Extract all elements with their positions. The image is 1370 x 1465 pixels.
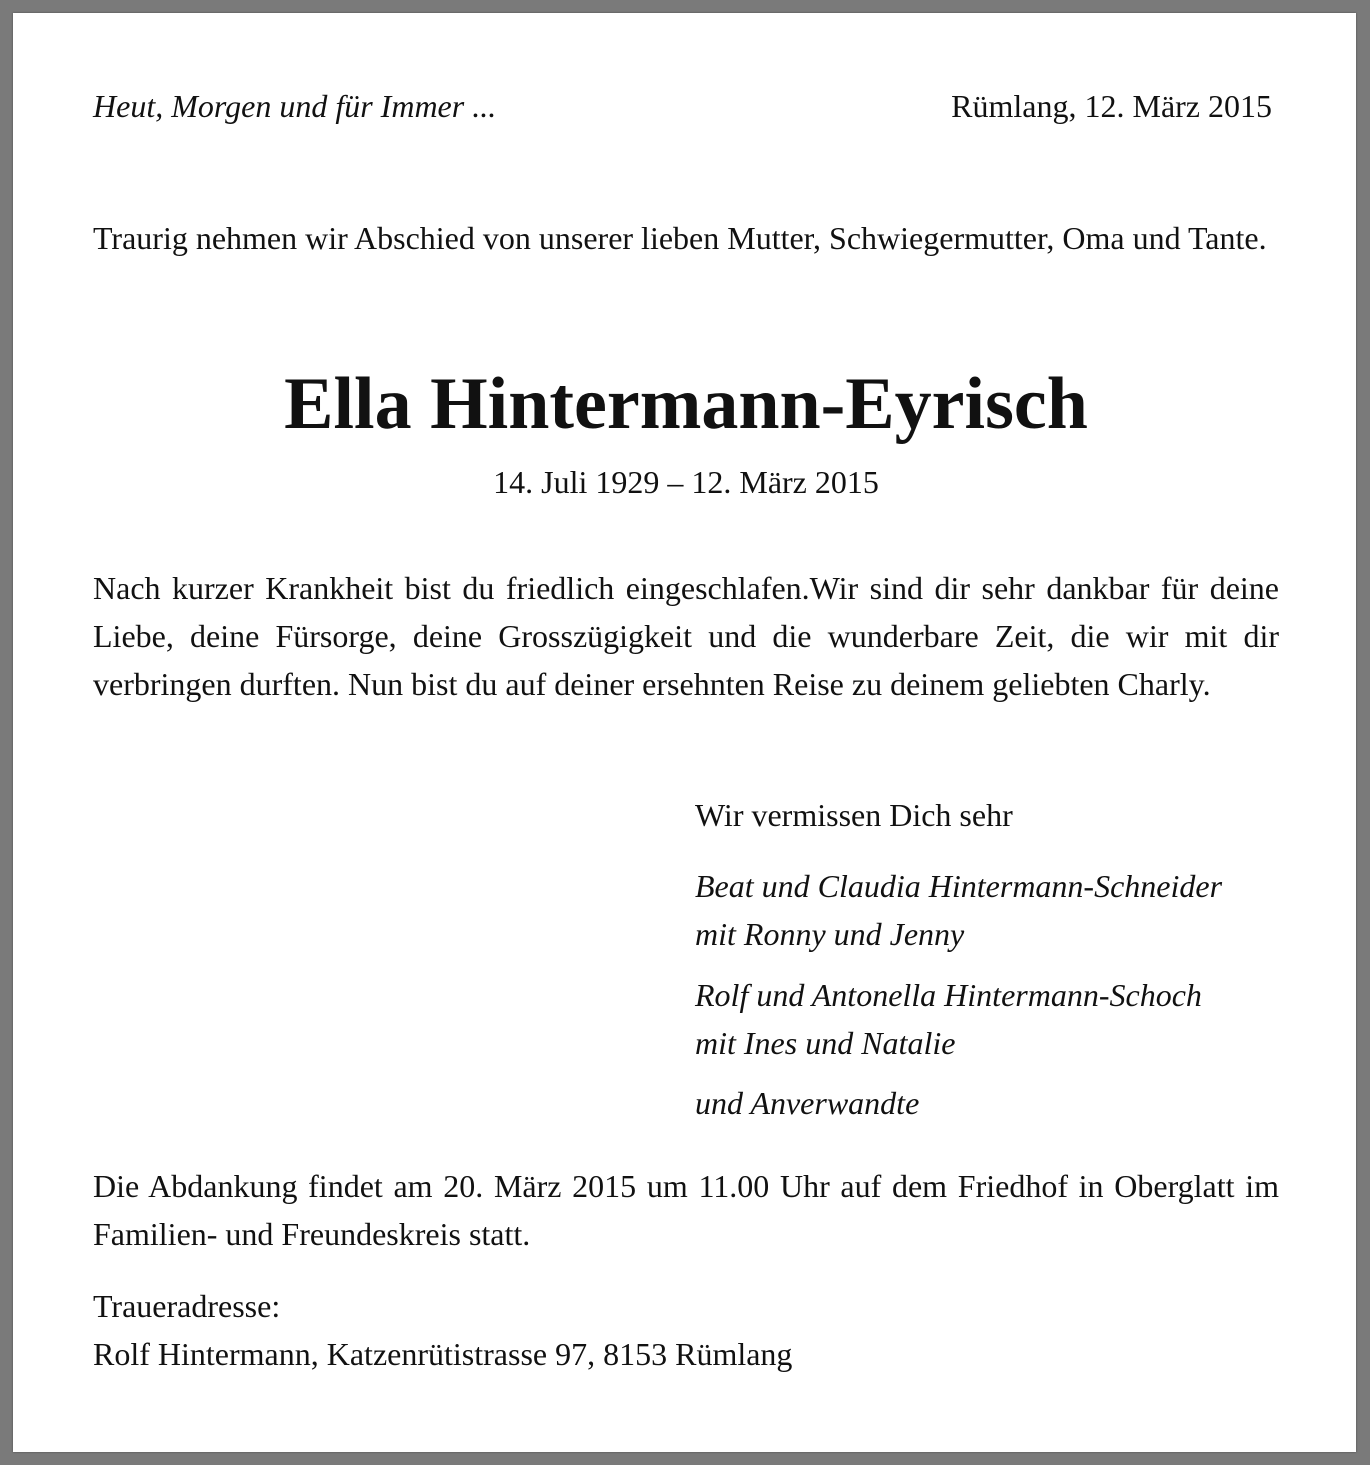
closing-line: Wir vermissen Dich sehr: [695, 797, 1013, 833]
obituary-page: [13, 13, 1356, 1452]
address-label: Traueradresse:: [93, 1288, 281, 1324]
family-children: mit Ines und Natalie: [695, 1025, 956, 1061]
deceased-name: Ella Hintermann-Eyrisch: [284, 363, 1088, 445]
place-date: Rümlang, 12. März 2015: [951, 88, 1272, 124]
motto: Heut, Morgen und für Immer ...: [93, 88, 497, 124]
intro-text: Traurig nehmen wir Abschied von unserer lieben Mutter, Schwiegermutter, Oma und Tante.: [93, 220, 1267, 256]
family-children: mit Ronny und Jenny: [695, 916, 965, 952]
family-names: Beat und Claudia Hintermann-Schneider: [695, 868, 1223, 904]
message-text: Nach kurzer Krankheit bist du friedlich eingeschlafen.Wir sind dir sehr dankbar für deine Liebe, deine Fürsorge, deine Grosszügigkeit und die wunderbare Zeit, die wir mit dir verbringen durften. Nun bist du auf deiner ersehnten Reise zu deinem geliebten Charly.: [93, 570, 1279, 702]
family-entry: [695, 862, 1295, 958]
address-value: Rolf Hintermann, Katzenrütistrasse 97, 8153 Rümlang: [93, 1336, 793, 1372]
family-names: Rolf und Antonella Hintermann-Schoch: [695, 977, 1202, 1013]
lifespan: 14. Juli 1929 – 12. März 2015: [493, 464, 879, 500]
service-text: Die Abdankung findet am 20. März 2015 um 11.00 Uhr auf dem Friedhof in Oberglatt im Familien- und Freundeskreis statt.: [93, 1168, 1279, 1252]
relatives-line: und Anverwandte: [695, 1085, 920, 1121]
family-entry: [695, 971, 1295, 1067]
mourning-address: [93, 1282, 1279, 1378]
header-row: [93, 84, 1279, 128]
